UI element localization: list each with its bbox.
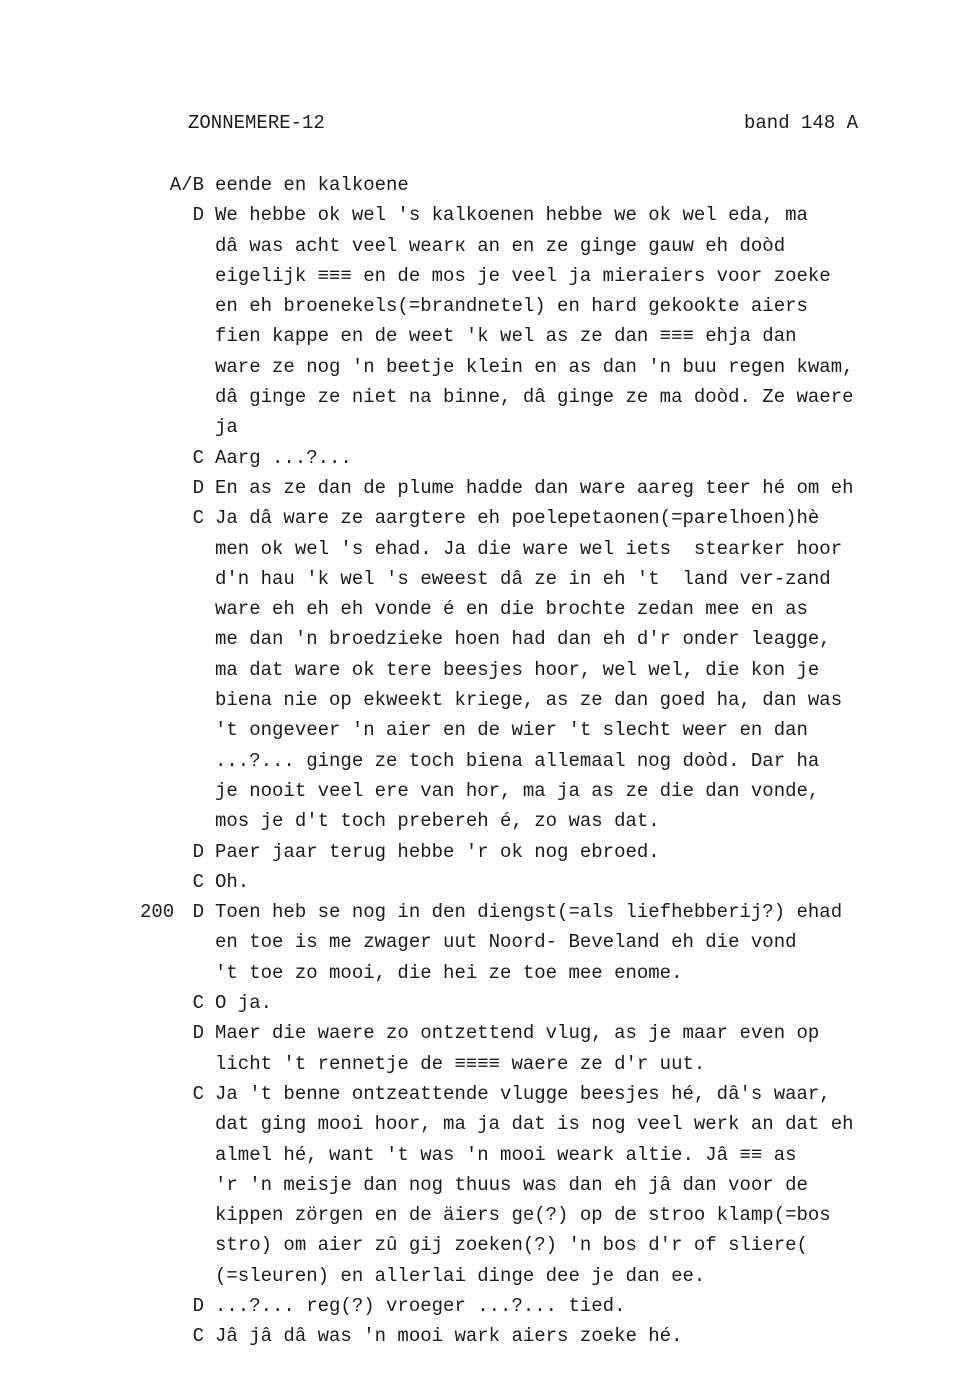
transcript-line bbox=[0, 1321, 960, 1351]
utterance-text: dat ging mooi hoor, ma ja dat is nog veel werk an dat eh bbox=[215, 1113, 854, 1136]
speaker-label: D bbox=[192, 476, 204, 499]
transcript-line bbox=[0, 443, 960, 473]
transcript-line bbox=[0, 837, 960, 867]
transcript-line bbox=[0, 291, 960, 321]
speaker-label: D bbox=[192, 1294, 204, 1317]
transcript-entry bbox=[0, 897, 960, 988]
utterance-text: almel hé, want 't was 'n mooi weark altie. Jâ ≡≡ as bbox=[215, 1143, 797, 1166]
transcript-line bbox=[0, 1261, 960, 1291]
transcript-line bbox=[0, 1140, 960, 1170]
transcript-entry bbox=[0, 170, 960, 200]
transcript-line bbox=[0, 1170, 960, 1200]
utterance-text: Maer die waere zo ontzettend vlug, as je maar even op bbox=[215, 1022, 820, 1045]
transcript-line bbox=[0, 382, 960, 412]
transcript-entry bbox=[0, 867, 960, 897]
transcript-line bbox=[0, 1109, 960, 1139]
utterance-text: 'r 'n meisje dan nog thuus was dan eh jâ dan voor de bbox=[215, 1173, 808, 1196]
utterance-text: je nooit veel ere van hor, ma ja as ze die dan vonde, bbox=[215, 779, 820, 802]
speaker-label: C bbox=[192, 507, 204, 530]
speaker-label: C bbox=[192, 1325, 204, 1348]
speaker-label: C bbox=[192, 446, 204, 469]
speaker-label: C bbox=[192, 870, 204, 893]
utterance-text: (=sleuren) en allerlai dinge dee je dan ee. bbox=[215, 1264, 706, 1287]
transcript-line bbox=[0, 200, 960, 230]
utterance-text: men ok wel 's ehad. Ja die ware wel iets stearker hoor bbox=[215, 537, 843, 560]
transcript-line bbox=[0, 1200, 960, 1230]
utterance-text: En as ze dan de plume hadde dan ware aareg teer hé om eh bbox=[215, 476, 854, 499]
transcript-entry bbox=[0, 1079, 960, 1291]
utterance-text: Jâ jâ dâ was 'n mooi wark aiers zoeke hé. bbox=[215, 1325, 683, 1348]
utterance-text: fien kappe en de weet 'k wel as ze dan ≡≡≡ ehja dan bbox=[215, 325, 797, 348]
utterance-text: ma dat ware ok tere beesjes hoor, wel wel, die kon je bbox=[215, 658, 820, 681]
utterance-text: stro) om aier zû gij zoeken(?) 'n bos d'r of sliere( bbox=[215, 1234, 808, 1257]
utterance-text: ware eh eh eh vonde é en die brochte zedan mee en as bbox=[215, 598, 808, 621]
transcript-entry bbox=[0, 837, 960, 867]
utterance-text: me dan 'n broedzieke hoen had dan eh d'r onder leagge, bbox=[215, 628, 831, 651]
transcript-line bbox=[0, 715, 960, 745]
transcript-entry bbox=[0, 988, 960, 1018]
document-id: ZONNEMERE-12 bbox=[188, 112, 325, 134]
transcript-line bbox=[0, 412, 960, 442]
utterance-text: We hebbe ok wel 's kalkoenen hebbe we ok wel eda, ma bbox=[215, 204, 808, 227]
transcript-line bbox=[0, 685, 960, 715]
transcript-line bbox=[0, 321, 960, 351]
speaker-label: D bbox=[192, 204, 204, 227]
utterance-text: dâ was acht veel wearк an en ze ginge gauw eh doòd bbox=[215, 234, 786, 257]
transcript-line bbox=[0, 1230, 960, 1260]
transcript-entry bbox=[0, 503, 960, 836]
utterance-text: ja bbox=[215, 416, 238, 439]
utterance-text: Paer jaar terug hebbe 'r ok nog ebroed. bbox=[215, 840, 660, 863]
utterance-text: ware ze nog 'n beetje klein en as dan 'n buu regen kwam, bbox=[215, 355, 854, 378]
transcript-line bbox=[0, 534, 960, 564]
transcript-line bbox=[0, 1079, 960, 1109]
speaker-label: A/B bbox=[169, 174, 204, 196]
transcript bbox=[0, 170, 960, 1352]
utterance-text: Ja 't benne ontzeattende vlugge beesjes hé, dâ's waar, bbox=[215, 1082, 831, 1105]
utterance-text: Aarg ...?... bbox=[215, 446, 352, 469]
utterance-text: en eh broenekels(=brandnetel) en hard gekookte aiers bbox=[215, 295, 808, 318]
utterance-text: ...?... reg(?) vroeger ...?... tied. bbox=[215, 1294, 626, 1317]
utterance-text: 't toe zo mooi, die hei ze toe mee enome. bbox=[215, 961, 683, 984]
tape-reference: band 148 A bbox=[744, 112, 859, 134]
transcript-line bbox=[0, 746, 960, 776]
transcript-entry bbox=[0, 200, 960, 442]
utterance-text: biena nie op ekweekt kriege, as ze dan goed ha, dan was bbox=[215, 689, 843, 712]
utterance-text: 't ongeveer 'n aier en de wier 't slecht weer en dan bbox=[215, 719, 808, 742]
transcript-line bbox=[0, 1049, 960, 1079]
speaker-label: D bbox=[192, 1022, 204, 1045]
transcript-line bbox=[0, 958, 960, 988]
utterance-text: Ja dâ ware ze aargtere eh poelepetaonen(=parelhoen)hè bbox=[215, 507, 820, 530]
transcript-entry bbox=[0, 443, 960, 473]
transcript-line bbox=[0, 231, 960, 261]
transcript-line bbox=[0, 352, 960, 382]
transcript-line bbox=[0, 897, 960, 927]
transcript-line bbox=[0, 170, 960, 200]
utterance-text: dâ ginge ze niet na binne, dâ ginge ze ma doòd. Ze waere bbox=[215, 386, 854, 409]
transcript-line bbox=[0, 867, 960, 897]
transcript-line bbox=[0, 776, 960, 806]
speaker-label: C bbox=[192, 1082, 204, 1105]
utterance-text: O ja. bbox=[215, 992, 273, 1015]
utterance-text: eende en kalkoene bbox=[215, 174, 409, 196]
utterance-text: mos je d't toch prebereh é, zo was dat. bbox=[215, 810, 660, 833]
transcript-entry bbox=[0, 473, 960, 503]
transcript-line bbox=[0, 1291, 960, 1321]
transcript-line bbox=[0, 655, 960, 685]
speaker-label: D bbox=[192, 840, 204, 863]
utterance-text: en toe is me zwager uut Noord- Beveland eh die vond bbox=[215, 931, 797, 954]
line-number: 200 bbox=[140, 901, 175, 924]
transcript-entry bbox=[0, 1321, 960, 1351]
transcript-line bbox=[0, 503, 960, 533]
utterance-text: ...?... ginge ze toch biena allemaal nog doòd. Dar ha bbox=[215, 749, 820, 772]
transcript-line bbox=[0, 261, 960, 291]
transcript-line bbox=[0, 473, 960, 503]
transcript-line bbox=[0, 927, 960, 957]
transcript-line bbox=[0, 594, 960, 624]
transcript-line bbox=[0, 806, 960, 836]
utterance-text: eigelijk ≡≡≡ en de mos je veel ja mieraiers voor zoeke bbox=[215, 264, 831, 287]
utterance-text: Toen heb se nog in den diengst(=als liefhebberij?) ehad bbox=[215, 901, 843, 924]
utterance-text: d'n hau 'k wel 's eweest dâ ze in eh 't land ver-zand bbox=[215, 567, 831, 590]
utterance-text: licht 't rennetje de ≡≡≡≡ waere ze d'r uut. bbox=[215, 1052, 706, 1075]
speaker-label: D bbox=[192, 901, 204, 924]
transcript-line bbox=[0, 564, 960, 594]
transcript-entry bbox=[0, 1291, 960, 1321]
transcript-line bbox=[0, 988, 960, 1018]
utterance-text: kippen zörgen en de äiers ge(?) op de stroo klamp(=bos bbox=[215, 1204, 831, 1227]
transcript-line bbox=[0, 1018, 960, 1048]
utterance-text: Oh. bbox=[215, 870, 250, 893]
transcript-line bbox=[0, 624, 960, 654]
transcript-entry bbox=[0, 1018, 960, 1079]
speaker-label: C bbox=[192, 992, 204, 1015]
